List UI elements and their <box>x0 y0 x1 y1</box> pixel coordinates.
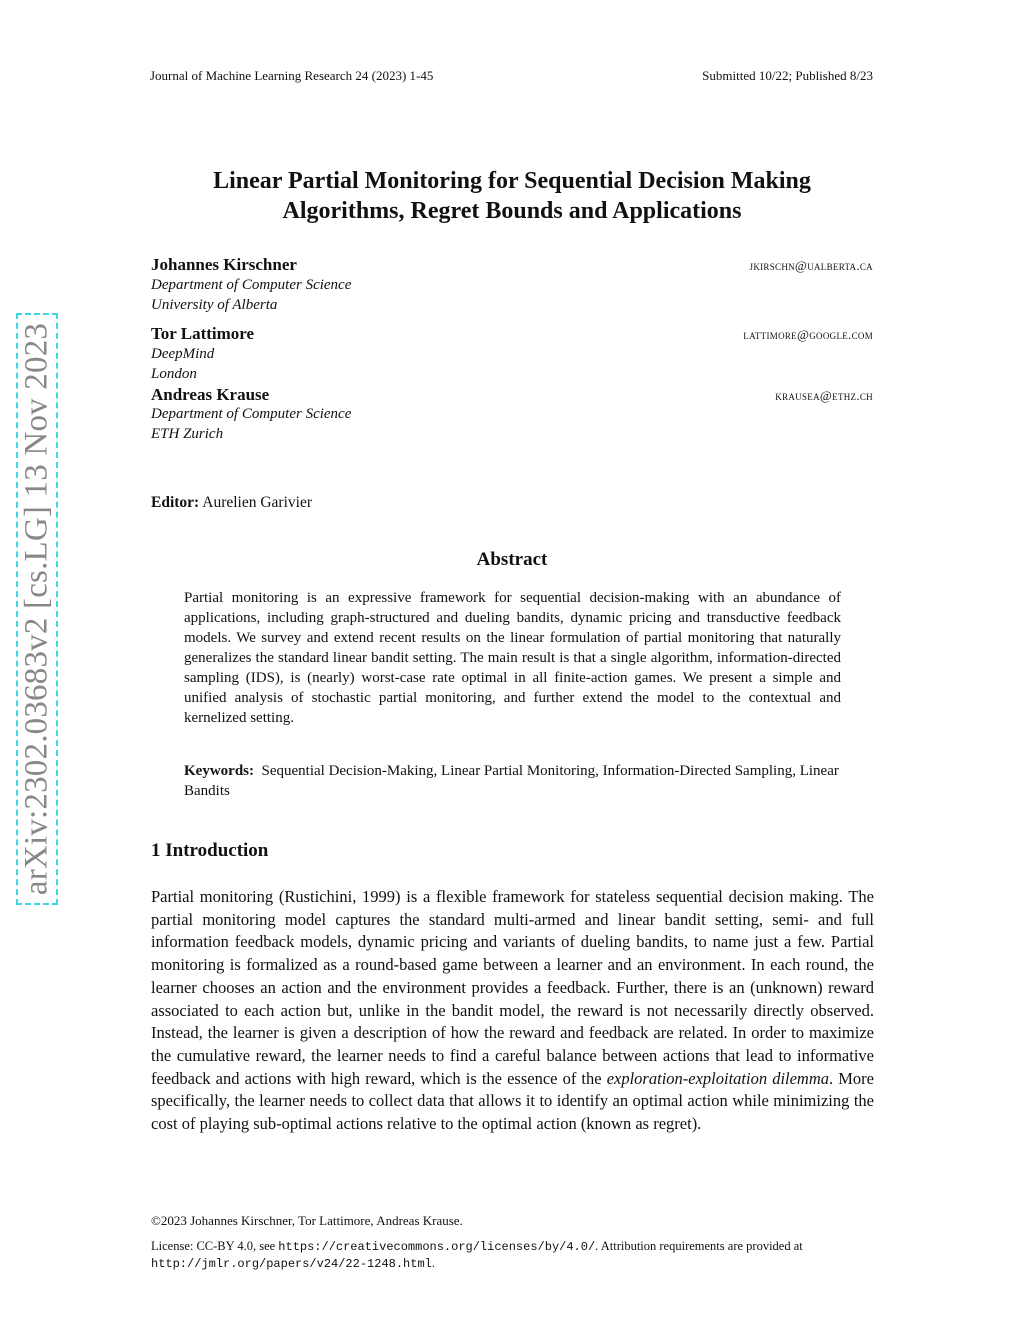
intro-text-a: Partial monitoring (Rustichini, 1999) is a flexible framework for stateless sequential decision making. The partial monitoring model captures the standard multi-armed and linear bandit setting, semi- and full information feedback models, dynamic pricing and variants of dueling bandits, to name just a few. Partial monitoring is formalized as a round-based game between a learner and an environment. In each round, the learner chooses an action and the environment provides a feedback. Further, there is an (unknown) reward associated to each action but, unlike in the bandit model, the reward is not necessarily directly observed. Instead, the learner is given a description of how the reward and feedback are related. In order to maximize the cumulative reward, the learner needs to find a careful balance between actions that lead to informative feedback and actions with high reward, which is the essence of the <box>151 887 874 1088</box>
author-affiliation-2a: DeepMind <box>151 346 215 362</box>
author-email-2: lattimore@google.com <box>743 327 873 342</box>
paper-title <box>150 166 874 226</box>
license-text-c: . <box>431 1256 435 1270</box>
author-affiliation-1a: Department of Computer Science <box>151 277 352 293</box>
intro-text-b: . More specifically, the learner needs to collect data that allows it to identify an optimal action while minimizing the cost of playing sub-optimal actions relative to the optimal action (known as regret). <box>151 1068 874 1134</box>
copyright-notice: ©2023 Johannes Kirschner, Tor Lattimore, Andreas Krause. <box>151 1213 463 1228</box>
abstract-heading: Abstract <box>476 549 548 570</box>
author-affiliation-2b: London <box>151 366 197 382</box>
introduction-paragraph <box>151 886 874 1136</box>
intro-emphasis: exploration-exploitation dilemma <box>606 1068 830 1088</box>
author-name-3: Andreas Krause <box>151 385 270 404</box>
license-text-b: . Attribution requirements are provided at <box>595 1239 803 1253</box>
keywords <box>184 761 841 801</box>
license-notice <box>151 1238 874 1272</box>
arxiv-stamp-text: arXiv:2302.03683v2 [cs.LG] 13 Nov 2023 <box>18 322 55 896</box>
author-affiliation-3b: ETH Zurich <box>151 426 224 442</box>
editor-line <box>151 494 312 512</box>
paper-link[interactable]: http://jmlr.org/papers/v24/22-1248.html <box>151 1257 432 1271</box>
title-line-1: Linear Partial Monitoring for Sequential Decision Making <box>213 168 811 194</box>
title-line-2: Algorithms, Regret Bounds and Applications <box>282 198 742 224</box>
author-name-2: Tor Lattimore <box>151 324 255 343</box>
abstract-text: Partial monitoring is an expressive framework for sequential decision-making with an abundance of applications, including graph-structured and dueling bandits, dynamic pricing and transductive feedback models. We survey and extend recent results on the linear formulation of partial monitoring that naturally generalizes the standard linear bandit setting. The main result is that a single algorithm, information-directed sampling (IDS), is (nearly) worst-case rate optimal in all finite-action games. We present a simple and unified analysis of stochastic partial monitoring, and further extend the model to the contextual and kernelized setting. <box>184 590 841 726</box>
author-email-3: krausea@ethz.ch <box>775 388 873 403</box>
editor-label: Editor: <box>151 494 200 511</box>
license-text-a: License: CC-BY 4.0, see <box>151 1239 279 1253</box>
keywords-text: Sequential Decision-Making, Linear Partial Monitoring, Information-Directed Sampling, Linear Bandits <box>184 763 839 799</box>
running-head-journal: Journal of Machine Learning Research 24 (2023) 1-45 <box>150 68 434 83</box>
author-email-1: jkirschn@ualberta.ca <box>749 258 873 273</box>
running-head-dates: Submitted 10/22; Published 8/23 <box>702 68 873 83</box>
section-heading-introduction: 1 Introduction <box>151 840 269 861</box>
author-affiliation-1b: University of Alberta <box>151 297 278 313</box>
author-affiliation-3a: Department of Computer Science <box>151 406 352 422</box>
arxiv-stamp[interactable] <box>16 313 58 905</box>
author-name-1: Johannes Kirschner <box>151 255 297 274</box>
editor-name: Aurelien Garivier <box>202 494 312 511</box>
license-link[interactable]: https://creativecommons.org/licenses/by/4.0/ <box>278 1240 596 1254</box>
keywords-label: Keywords: <box>184 763 254 779</box>
